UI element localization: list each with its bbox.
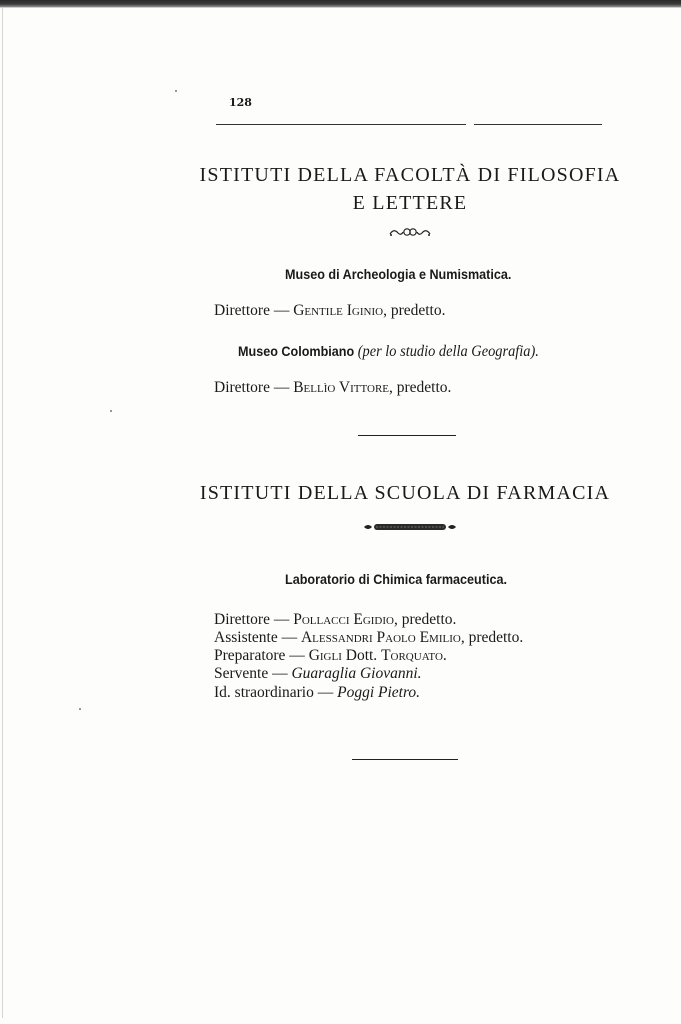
museo-archeologia-director xyxy=(214,302,446,320)
person-name: Pollacci Egidio xyxy=(293,611,394,628)
person-name: Poggi Pietro. xyxy=(337,684,421,701)
laboratorio-title: Laboratorio di Chimica farmaceutica. xyxy=(285,571,507,587)
scan-speck xyxy=(175,90,177,92)
ornament-swirl-icon xyxy=(360,226,460,241)
person-name: Guaraglia Giovanni. xyxy=(291,665,422,682)
name-suffix: , predetto. xyxy=(460,629,524,646)
person-name: Alessandri Paolo Emilio xyxy=(300,629,461,646)
staff-row-preparatore xyxy=(214,647,447,665)
section1-title-line1: ISTITUTI DELLA FACOLTÀ DI FILOSOFIA xyxy=(199,164,621,186)
museo-colombiano-name: Museo Colombiano xyxy=(238,343,355,359)
section1-title-line2: E LETTERE xyxy=(352,192,468,214)
person-title: Dott. xyxy=(345,647,378,664)
role-label: Id. straordinario — xyxy=(214,684,334,701)
museo-colombiano-director xyxy=(214,379,451,397)
museo-colombiano-title xyxy=(238,343,539,361)
museo-colombiano-subtitle: (per lo studio della Geografia). xyxy=(357,343,539,360)
header-rule xyxy=(216,124,602,125)
name-suffix: , predetto. xyxy=(389,379,452,396)
page-number: 128 xyxy=(229,96,252,109)
scan-top-edge xyxy=(0,0,681,8)
scan-left-edge xyxy=(2,8,3,1018)
scan-speck xyxy=(110,410,112,412)
section-separator xyxy=(358,435,456,436)
person-given-name: Torquato. xyxy=(381,647,447,664)
role-label: Preparatore — xyxy=(214,647,305,664)
staff-row-assistente xyxy=(214,629,523,647)
section2-title: ISTITUTI DELLA SCUOLA DI FARMACIA xyxy=(199,482,611,504)
staff-row-servente xyxy=(214,665,422,683)
person-name: Bellìo Vittore xyxy=(293,379,389,396)
name-suffix: , predetto. xyxy=(383,302,446,319)
role-label: Servente — xyxy=(214,665,288,682)
museo-archeologia-title: Museo di Archeologia e Numismatica. xyxy=(285,266,512,282)
header-rule-gap xyxy=(466,122,474,126)
section-separator-end xyxy=(352,759,458,760)
role-label: Direttore — xyxy=(214,379,290,396)
staff-row-straordinario xyxy=(214,684,420,702)
name-suffix: , predetto. xyxy=(394,611,457,628)
staff-row-direttore xyxy=(214,611,456,629)
scan-speck xyxy=(79,708,81,710)
person-surname: Gigli xyxy=(308,647,342,664)
role-label: Assistente — xyxy=(214,629,298,646)
role-label: Direttore — xyxy=(214,611,290,628)
person-name: Gentile Iginio xyxy=(293,302,384,319)
role-label: Direttore — xyxy=(214,302,290,319)
ornament-bar-icon xyxy=(360,517,460,536)
